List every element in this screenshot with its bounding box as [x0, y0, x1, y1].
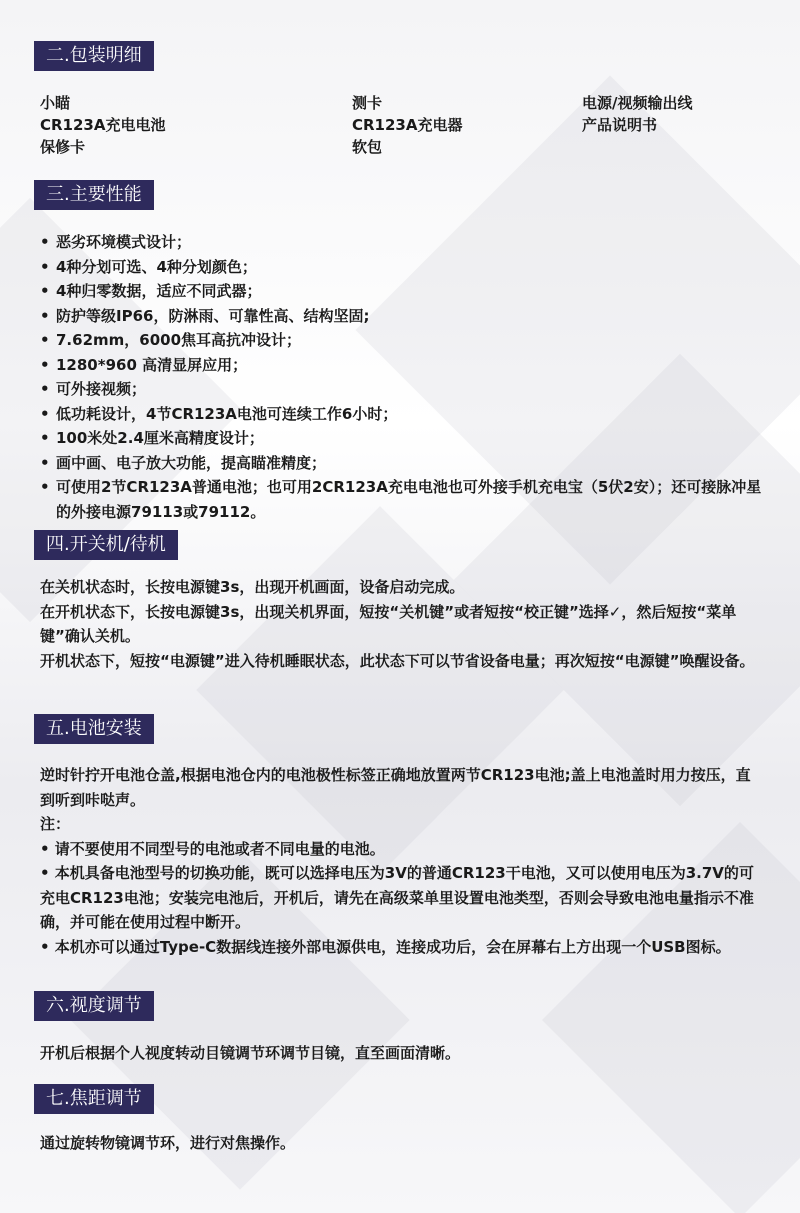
paragraph: 开机状态下，短按“电源键”进入待机睡眠状态，此状态下可以节省设备电量；再次短按“电源键”唤醒设备。: [40, 651, 755, 670]
paragraph: 逆时针拧开电池仓盖,根据电池仓内的电池极性标签正确地放置两节CR123电池;盖上电池盖时用力按压，直到听到咔哒声。: [40, 766, 751, 809]
section-title-packing: 二.包装明细: [34, 41, 154, 71]
paragraph: 通过旋转物镜调节环，进行对焦操作。: [40, 1134, 296, 1152]
packing-list: [40, 92, 762, 158]
section-title-performance: 三.主要性能: [34, 180, 154, 210]
packing-row: [40, 92, 762, 114]
list-item: • 防护等级IP66，防淋雨、可靠性高、结构坚固;: [40, 304, 762, 329]
list-item: • 可使用2节CR123A普通电池；也可用2CR123A充电电池也可外接手机充电宝（5伏2安）；还可接脉冲星的外接电源79113或79112。: [40, 475, 762, 524]
packing-row: [40, 114, 762, 136]
list-item: • 4种分划可选、4种分划颜色；: [40, 255, 762, 280]
paragraph: 开机后根据个人视度转动目镜调节环调节目镜，直至画面清晰。: [40, 1044, 461, 1062]
battery-text: [40, 763, 762, 959]
focus-text: [40, 1131, 762, 1156]
list-item: • 画中画、电子放大功能，提高瞄准精度；: [40, 451, 762, 476]
power-text: [40, 575, 762, 673]
section-title-power: 四.开关机/待机: [34, 530, 178, 560]
section-title-focus: 七.焦距调节: [34, 1084, 154, 1114]
packing-item: 测卡: [352, 94, 383, 112]
performance-list: [40, 230, 762, 524]
packing-item: 产品说明书: [582, 116, 658, 134]
packing-item: 电源/视频输出线: [582, 94, 693, 112]
paragraph: 在开机状态下，长按电源键3s，出现关机界面，短按“关机键”或者短按“校正键”选择✓，然后短按“菜单键”确认关机。: [40, 602, 737, 645]
packing-item: 保修卡: [40, 138, 86, 156]
section-title-battery: 五.电池安装: [34, 714, 154, 744]
list-item: • 4种归零数据，适应不同武器；: [40, 279, 762, 304]
paragraph: 在关机状态时，长按电源键3s，出现开机画面，设备启动完成。: [40, 578, 465, 596]
list-item: • 可外接视频；: [40, 377, 762, 402]
section-title-diopter: 六.视度调节: [34, 991, 154, 1021]
packing-item: [582, 136, 762, 158]
note-item: • 本机具备电池型号的切换功能，既可以选择电压为3V的普通CR123干电池，又可以使用电压为3.7V的可充电CR123电池；安装完电池后，开机后，请先在高级菜单里设置电池类型，否则会导致电池电量指示不准确，并可能在使用过程中断开。: [40, 864, 754, 931]
note-item: • 本机亦可以通过Type-C数据线连接外部电源供电，连接成功后，会在屏幕右上方出现一个USB图标。: [40, 937, 731, 956]
list-item: • 7.62mm，6000焦耳高抗冲设计；: [40, 328, 762, 353]
list-item: • 恶劣环境模式设计；: [40, 230, 762, 255]
packing-row: [40, 136, 762, 158]
packing-item: CR123A充电电池: [40, 116, 166, 134]
list-item: • 100米处2.4厘米高精度设计；: [40, 426, 762, 451]
list-item: • 低功耗设计，4节CR123A电池可连续工作6小时；: [40, 402, 762, 427]
packing-item: 软包: [352, 138, 383, 156]
note-item: • 请不要使用不同型号的电池或者不同电量的电池。: [40, 839, 385, 858]
packing-item: 小瞄: [40, 94, 71, 112]
packing-item: CR123A充电器: [352, 116, 463, 134]
diopter-text: [40, 1041, 762, 1066]
list-item: • 1280*960 高清显屏应用；: [40, 353, 762, 378]
note-label: 注：: [40, 815, 71, 833]
